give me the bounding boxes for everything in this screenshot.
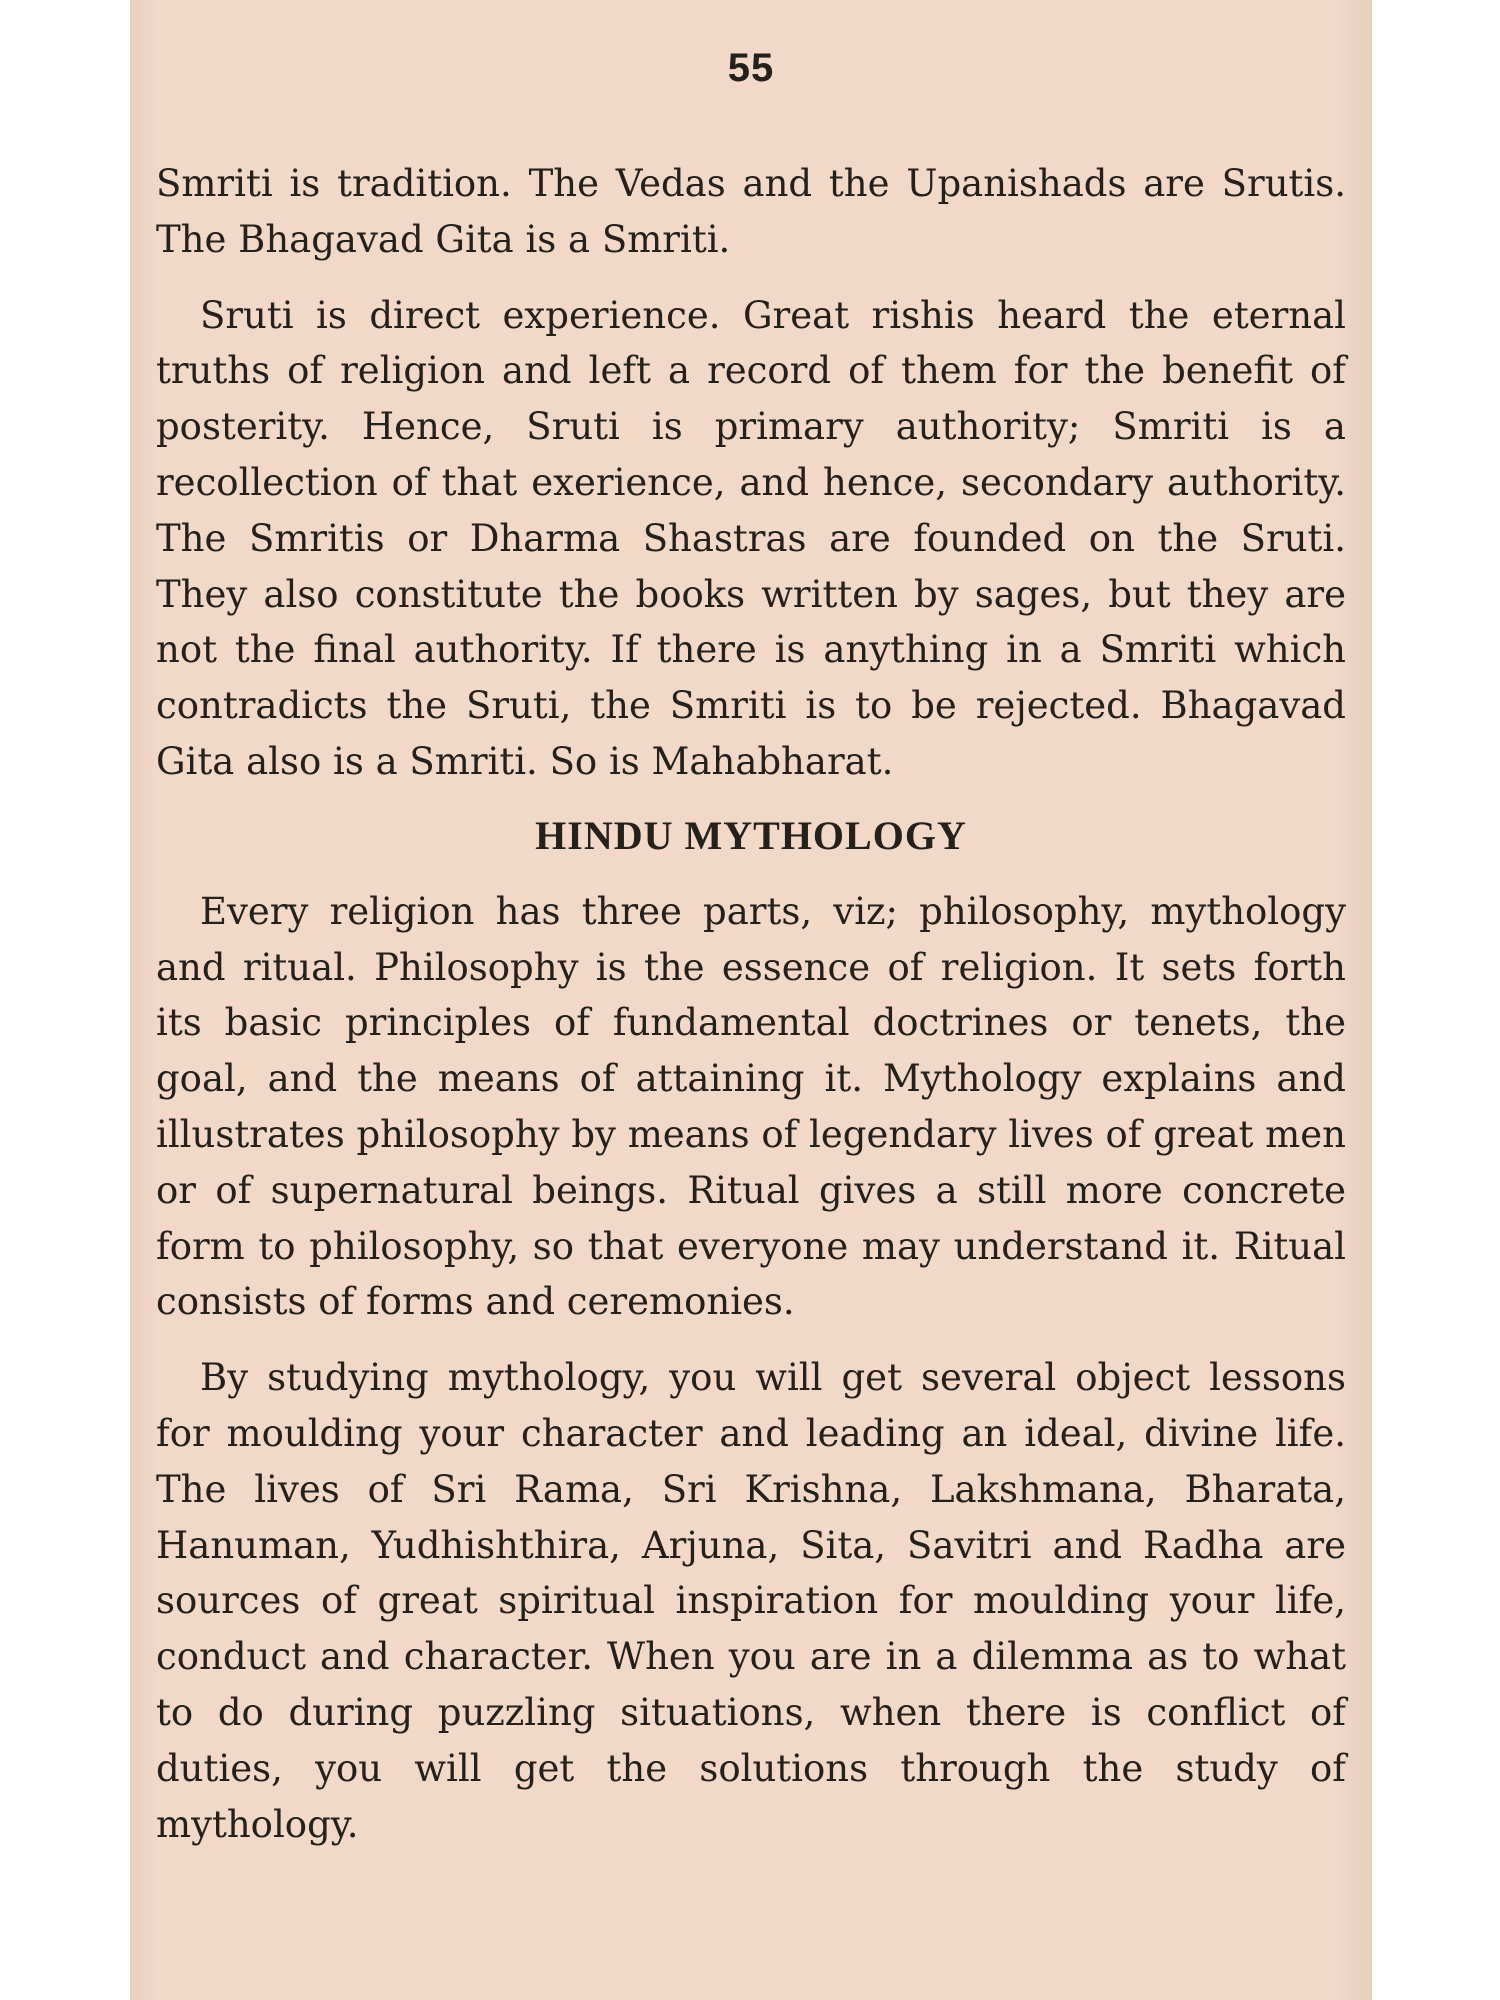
- paragraph-religion-parts: Every religion has three parts, viz; philosophy, mythology and ritual. Philosophy is the essence of religion. It sets forth its basic principles of fundamental doctrines or tenets, the goal, and the means of attaining it. Mythology explains and illustrates philosophy by means of legendary lives of great men or of supernatural beings. Ritual gives a still more concrete form to philosophy, so that everyone may understand it. Ritual consists of forms and ceremonies.: [156, 889, 1346, 1324]
- section-heading: HINDU MYTHOLOGY: [535, 812, 967, 858]
- paragraph-smriti-tradition: Smriti is tradition. The Vedas and the Upanishads are Srutis. The Bhagavad Gita is a Smriti.: [156, 162, 1346, 261]
- book-page: [130, 0, 1372, 2000]
- paragraph-studying-mythology: By studying mythology, you will get several object lessons for moulding your character and leading an ideal, divine life. The lives of Sri Rama, Sri Krishna, Lakshmana, Bharata, Hanuman, Yudhishthira, Arjuna, Sita, Savitri and Radha are sources of great spiritual inspiration for moulding your life, conduct and character. When you are in a dilemma as to what to do during puzzling situations, when there is conflict of duties, you will get the solutions through the study of mythology.: [156, 1356, 1346, 1846]
- page-number: 55: [727, 46, 775, 90]
- paragraph-sruti-experience: Sruti is direct experience. Great rishis heard the eternal truths of religion and left a record of them for the benefit of posterity. Hence, Sruti is primary authority; Smriti is a recollection of that exerience, and hence, secondary authority. The Smritis or Dharma Shastras are founded on the Sruti. They also constitute the books written by sages, but they are not the final authority. If there is anything in a Smriti which contradicts the Sruti, the Smriti is to be rejected. Bhagavad Gita also is a Smriti. So is Mahabharat.: [156, 293, 1346, 783]
- page-content: [156, 38, 1346, 1872]
